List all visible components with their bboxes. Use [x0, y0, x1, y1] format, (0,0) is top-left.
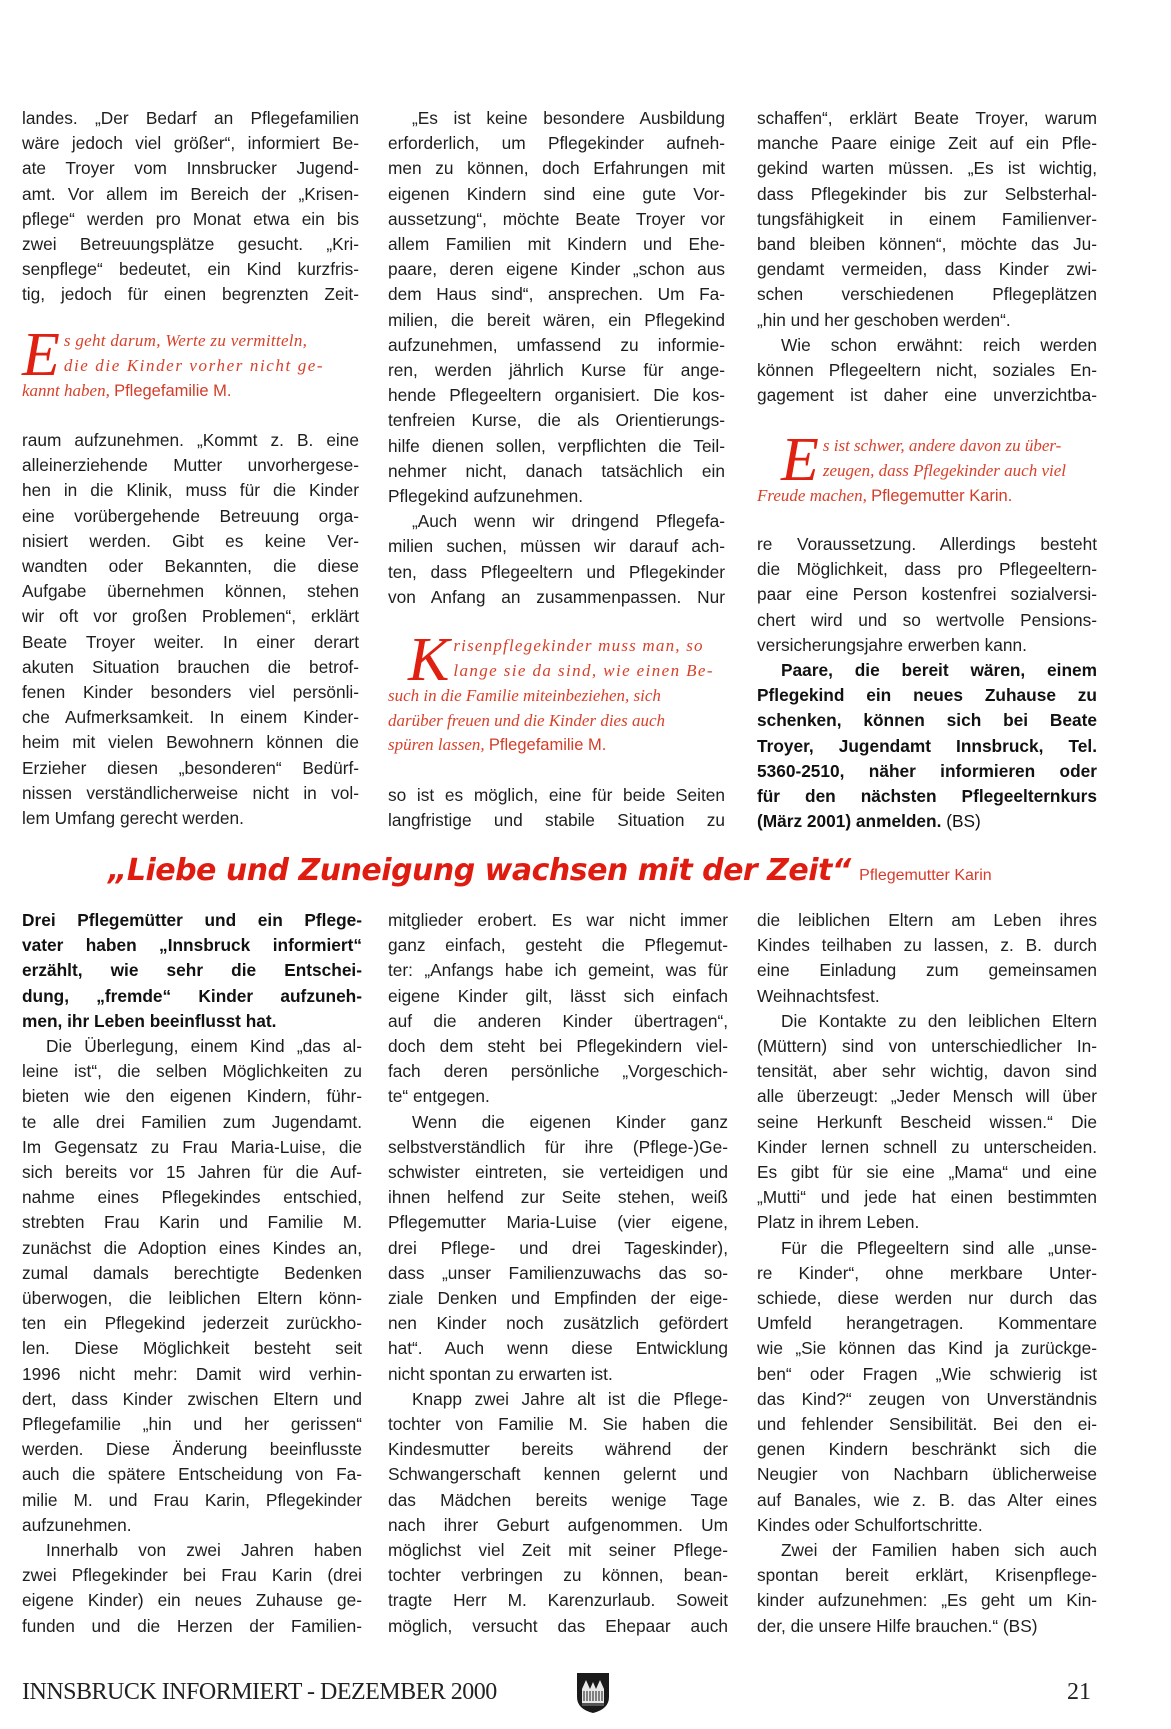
- text-line: te“ entgegen.: [388, 1086, 490, 1107]
- text-line: milien, die bereit wären, ein Pflegekind: [388, 309, 725, 330]
- text-line: Beate Troyer weiter. In einer derart: [22, 631, 359, 652]
- text-line: funden und die Herzen der Familien-: [22, 1615, 362, 1636]
- quote-line: risenpflegekinder muss man, so: [453, 636, 704, 655]
- text-line: auf Banales, wie z. B. das Alter eines: [757, 1489, 1097, 1510]
- text-line: „Mutti“ und jede hat einen bestimmten: [757, 1187, 1097, 1208]
- text-line: die Möglichkeit, dass pro Pflegeeltern-: [757, 559, 1097, 580]
- text-line: landes. „Der Bedarf an Pflegefamilien: [22, 108, 359, 128]
- text-line: von Anfang an zusammenpassen. Nur: [388, 586, 725, 607]
- text-line: Kindes oder Schulfortschritte.: [757, 1514, 983, 1535]
- text-line: Kinder lernen schnell zu unterscheiden.: [757, 1136, 1097, 1157]
- text-line: erzählt, wie sehr die Entschei-: [22, 960, 362, 981]
- text-line: 1996 nicht mehr: Damit wird verhin-: [22, 1363, 362, 1384]
- quote-line: s geht darum, Werte zu vermitteln,: [63, 331, 308, 350]
- text-line: genen Kindern beschränkt sich die: [757, 1439, 1097, 1460]
- text-line: Weihnachtsfest.: [757, 985, 880, 1006]
- text-line: milien suchen, müssen wir darauf ach-: [388, 536, 725, 557]
- text-line: Es gibt für sie eine „Mama“ und eine: [757, 1162, 1097, 1183]
- text-line: nahme eines Pflegekindes entschied,: [22, 1187, 362, 1208]
- text-line: dert, dass Kinder zwischen Eltern und: [22, 1388, 362, 1409]
- text-line: aufzunehmen, umfassend zu informie-: [388, 334, 725, 355]
- text-line: tochter von Familie M. Sie haben die: [388, 1414, 728, 1435]
- lower-col3: [757, 908, 1097, 1639]
- text-line: chert wird und so wertvolle Pensions-: [757, 609, 1097, 630]
- text-line: amt. Vor allem im Bereich der „Krisen-: [22, 183, 359, 204]
- page-footer: [22, 1677, 1102, 1717]
- text-line: Platz in ihrem Leben.: [757, 1212, 920, 1233]
- text-line: Pflegekind ein neues Zuhause zu: [757, 685, 1097, 706]
- text-line: das Kind?“ zeugen von Unverständnis: [757, 1388, 1097, 1409]
- text-line: Troyer, Jugendamt Innsbruck, Tel.: [757, 735, 1097, 756]
- text-line: nicht spontan zu erwarten ist.: [388, 1363, 613, 1384]
- text-line: dass Pflegekinder bis zur Selbsterhal-: [757, 183, 1097, 204]
- text-line: ren, werden jährlich Kurse für ange-: [388, 360, 725, 381]
- text-line: men zu können, doch Erfahrungen mit: [388, 158, 725, 179]
- text-line: wandten oder Bekannten, die diese: [22, 556, 359, 577]
- text-line: 5360-2510, näher informieren oder: [757, 760, 1097, 781]
- text-line: fenen Kinder besonders viel persönli-: [22, 682, 359, 703]
- text-line: aufzunehmen.: [22, 1514, 132, 1535]
- quote-line-last: [757, 484, 1102, 509]
- text-line: paar eine Person kostenfrei sozialversi-: [757, 584, 1097, 605]
- text-line: das Mädchen bereits wenige Tage: [388, 1489, 728, 1510]
- upper-col3-top: [757, 106, 1097, 408]
- text-line: Schwangerschaft kennen gelernt und: [388, 1464, 728, 1485]
- text-line: schwister eintreten, sie verteidigen und: [388, 1162, 728, 1183]
- text-line: nisiert werden. Gibt es keine Ver-: [22, 530, 359, 551]
- text-line: eine vorübergehende Betreuung orga-: [22, 505, 359, 526]
- quote-attribution: Pflegefamilie M.: [488, 736, 607, 754]
- text-line: und fehlender Sensibilität. Bei den ei-: [757, 1414, 1097, 1435]
- text-line: raum aufzunehmen. „Kommt z. B. eine: [22, 430, 359, 450]
- upper-col1-top: [22, 106, 359, 308]
- text-line: senpflege“ bedeutet, ein Kind kurzfris-: [22, 259, 359, 280]
- text-line: pflege“ werden pro Monat etwa ein bis: [22, 208, 359, 229]
- text-line: alleinerziehende Mutter unvorhergese-: [22, 455, 359, 476]
- text-line: nissen verständlicherweise nicht in vol-: [22, 782, 359, 803]
- text-line: nen Kinder noch zusätzlich gefördert: [388, 1313, 728, 1334]
- quote-line: lange sie da sind, wie einen Be-: [453, 660, 714, 680]
- text-line: schenken, können sich bei Beate: [757, 710, 1097, 731]
- upper-col3-callout: [757, 658, 1097, 834]
- text-line: heim mit vielen Bewohnern können die: [22, 732, 359, 753]
- text-line: Erzieher diesen „besonderen“ Bedürf-: [22, 757, 359, 778]
- upper-col2-bottom: [388, 783, 725, 833]
- quote-line: s ist schwer, andere davon zu über-: [822, 436, 1062, 455]
- text-line: allem Familien mit Kindern und Ehe-: [388, 234, 725, 255]
- text-line: aussetzung“, möchte Beate Troyer vor: [388, 208, 725, 229]
- dropcap: K: [408, 626, 450, 694]
- text-line: wir oft vor großen Problemen“, erklärt: [22, 606, 359, 627]
- upper-col3-bottom: [757, 532, 1097, 658]
- text-line: Knapp zwei Jahre alt ist die Pflege-: [412, 1388, 728, 1409]
- text-line: tig, jedoch für einen begrenzten Zeit-: [22, 284, 359, 305]
- quote-attribution: Pflegemutter Karin.: [871, 487, 1013, 505]
- text-line: leine ist“, die selben Möglichkeiten zu: [22, 1061, 362, 1082]
- text-line: vater haben „Innsbruck informiert“: [22, 935, 362, 956]
- text-line: paare, deren eigene Kinder „schon aus: [388, 259, 725, 280]
- quote-line-last: [2, 379, 359, 404]
- text-line: men, ihr Leben beeinflusst hat.: [22, 1010, 277, 1031]
- author-initials: (BS): [941, 811, 981, 832]
- text-line: Umfeld herangetragen. Kommentare: [757, 1313, 1097, 1334]
- text-line: nach ihrer Geburt aufgenommen. Um: [388, 1514, 728, 1535]
- text-line: schen verschiedenen Pflegeplätzen: [757, 284, 1097, 305]
- dropcap: E: [781, 426, 819, 494]
- text-line: eigenen Kindern sind eine gute Vor-: [388, 183, 725, 204]
- text-line: so ist es möglich, eine für beide Seiten: [388, 785, 725, 805]
- text-line: mitglieder erobert. Es war nicht immer: [388, 910, 728, 930]
- text-line: akuten Situation brauchen die betrof-: [22, 656, 359, 677]
- text-line: Neugier von Nachbarn üblicherweise: [757, 1464, 1097, 1485]
- quote-attribution: Pflegefamilie M.: [114, 382, 232, 400]
- text-line: seine Herkunft Bescheid wissen.“ Die: [757, 1111, 1097, 1132]
- coat-of-arms-icon: [575, 1671, 611, 1715]
- text-line: tragte Herr M. Karenzurlaub. Soweit: [388, 1590, 728, 1611]
- text-line: hilfe dienen sollen, verpflichten die Teil-: [388, 435, 725, 456]
- text-line: bieten wie den eigenen Kindern, führ-: [22, 1086, 362, 1107]
- text-line: eigene Kinder) ein neues Zuhause ge-: [22, 1590, 362, 1611]
- text-line: ter: „Anfangs habe ich gemeint, was für: [388, 960, 728, 981]
- text-line: tungsfähigkeit in einem Familienver-: [757, 208, 1097, 229]
- quote-text: spüren lassen,: [388, 735, 485, 754]
- text-line: dung, „fremde“ Kinder aufzuneh-: [22, 985, 362, 1006]
- text-line: Wenn die eigenen Kinder ganz: [412, 1111, 728, 1132]
- text-line: ten, dass Pflegeeltern und Pflegekinder: [388, 561, 725, 582]
- text-line: Drei Pflegemütter und ein Pflege-: [22, 910, 362, 930]
- lower-col1: [22, 1034, 362, 1639]
- text-line: schiede, diese werden nur durch das: [757, 1288, 1097, 1309]
- text-line: langfristige und stabile Situation zu: [388, 810, 725, 831]
- text-line: Innerhalb von zwei Jahren haben: [46, 1540, 362, 1561]
- text-line: te alle drei Familien zum Jugendamt.: [22, 1111, 362, 1132]
- text-line: die leiblichen Eltern am Leben ihres: [757, 910, 1097, 930]
- text-line: dass „unser Familienzuwachs das so-: [388, 1262, 728, 1283]
- text-line: (Müttern) sind von unterschiedlicher In-: [757, 1036, 1097, 1057]
- text-line: schaffen“, erklärt Beate Troyer, warum: [757, 108, 1097, 128]
- text-line: eine Einladung zum gemeinsamen: [757, 960, 1097, 981]
- text-line: „hin und her geschoben werden“.: [757, 309, 1011, 330]
- lower-col2: [388, 908, 728, 1639]
- text-line: selbstverständlich für ihre (Pflege-)Ge-: [388, 1136, 728, 1157]
- pull-quote-1: [2, 321, 359, 404]
- text-line: strebten Frau Karin und Familie M.: [22, 1212, 362, 1233]
- text-line: Zwei der Familien haben sich auch: [781, 1540, 1097, 1561]
- text-line: nehmer nicht, danach tatsächlich ein: [388, 460, 725, 481]
- quote-text: Freude machen,: [757, 486, 867, 505]
- text-line: (März 2001) anmelden. (BS): [757, 811, 981, 832]
- text-line: sich bereits vor 15 Jahren für die Auf-: [22, 1162, 362, 1183]
- text-line: tochter verbringen zu können, bean-: [388, 1565, 728, 1586]
- text-line: Kindes teilhaben zu lassen, z. B. durch: [757, 935, 1097, 956]
- quote-line: zeugen, dass Pflegekinder auch viel: [822, 460, 1066, 480]
- dropcap: E: [22, 321, 60, 389]
- text-line: versicherungsjahre erwerben kann.: [757, 634, 1027, 655]
- article-headline: [108, 853, 992, 888]
- quote-line-last: [388, 733, 725, 758]
- text-line: Die Kontakte zu den leiblichen Eltern: [781, 1010, 1097, 1031]
- text-line: band bleiben können“, möchte das Ju-: [757, 234, 1097, 255]
- text-line: fach deren persönliche „Vorgeschich-: [388, 1061, 728, 1082]
- text-line: Pflegemutter Maria-Luise (vier eigene,: [388, 1212, 728, 1233]
- headline-text: „Liebe und Zuneigung wachsen mit der Zeit“: [108, 853, 851, 888]
- quote-line: such in die Familie miteinbeziehen, sich: [388, 686, 661, 705]
- text-line: Pflegekind aufzunehmen.: [388, 486, 584, 507]
- text-line: möglichst viel Zeit mit seiner Pflege-: [388, 1540, 728, 1561]
- pull-quote-2: [388, 626, 725, 758]
- text-line: „Auch wenn wir dringend Pflegefa-: [412, 511, 725, 532]
- text-line: hat“. Auch wenn diese Entwicklung: [388, 1338, 728, 1359]
- text-line: gagement ist daher eine unverzichtba-: [757, 385, 1097, 406]
- text-line: ihnen helfend zur Seite stehen, weiß: [388, 1187, 728, 1208]
- text-line: ten ein Pflegekind jederzeit zurückho-: [22, 1313, 362, 1334]
- text-line: drei Pflege- und drei Tageskinder),: [388, 1237, 728, 1258]
- text-line: zunächst die Adoption eines Kindes an,: [22, 1237, 362, 1258]
- quote-line: die die Kinder vorher nicht ge-: [63, 355, 325, 375]
- upper-col2-top: [388, 106, 725, 610]
- text-line: wie „Sie können das Kind ja zurückge-: [757, 1338, 1097, 1359]
- text-line: zwei Pflegekinder bei Frau Karin (drei: [22, 1565, 362, 1586]
- publication-title: INNSBRUCK INFORMIERT - DEZEMBER 2000: [22, 1679, 497, 1705]
- text-line: wäre jedoch viel größer“, informiert Be-: [22, 133, 359, 154]
- upper-col1-bottom: [22, 428, 359, 831]
- text-line: gekind warten müssen. „Es ist wichtig,: [757, 158, 1097, 179]
- pull-quote-3: [757, 426, 1102, 509]
- text-line: doch dem steht bei Pflegekindern viel-: [388, 1036, 728, 1057]
- text-line: manche Paare einige Zeit auf ein Pfle-: [757, 133, 1097, 154]
- text-line: alle überzeugt: „Jeder Mensch will über: [757, 1086, 1097, 1107]
- lower-lead: [22, 908, 362, 1034]
- text-line: gendamt vermeiden, dass Kinder zwi-: [757, 259, 1097, 280]
- text-line: lem Umfang gerecht werden.: [22, 808, 244, 829]
- text-line: re Kinder“, ohne merkbare Unter-: [757, 1262, 1097, 1283]
- text-line: auch die spätere Entscheidung von Fa-: [22, 1464, 362, 1485]
- text-line: „Es ist keine besondere Ausbildung: [412, 108, 725, 128]
- text-line: hende Pflegeeltern organisiert. Die kos-: [388, 385, 725, 406]
- text-line: Wie schon erwähnt: reich werden: [781, 334, 1097, 355]
- text-line: Aufgabe übernehmen können, stehen: [22, 581, 359, 602]
- text-line: Im Gegensatz zu Frau Maria-Luise, die: [22, 1136, 362, 1157]
- text-line: ganz einfach, gesteht die Pflegemut-: [388, 935, 728, 956]
- text-line: che Aufmerksamkeit. In einem Kinder-: [22, 707, 359, 728]
- text-line: ziale Denken und Empfinden der eige-: [388, 1288, 728, 1309]
- headline-byline: Pflegemutter Karin: [859, 867, 992, 884]
- text-line: Die Überlegung, einem Kind „das al-: [46, 1036, 362, 1056]
- text-line: milie M. und Frau Karin, Pflegekinder: [22, 1489, 362, 1510]
- text-line: können Pflegeeltern nicht, soziales En-: [757, 360, 1097, 381]
- text-line: überwogen, die leiblichen Eltern könn-: [22, 1288, 362, 1309]
- text-line: hen in die Klinik, muss für die Kinder: [22, 480, 359, 501]
- text-line: auf die anderen Kinder übertragen“,: [388, 1010, 728, 1031]
- text-line: erforderlich, um Pflegekinder aufneh-: [388, 133, 725, 154]
- text-line: len. Diese Möglichkeit besteht seit: [22, 1338, 362, 1359]
- text-line: ben“ oder Fragen „Wie schwierig ist: [757, 1363, 1097, 1384]
- page-number: 21: [1067, 1679, 1091, 1705]
- text-line: kinder aufzunehmen: „Es geht um Kin-: [757, 1590, 1097, 1611]
- quote-line: darüber freuen und die Kinder dies auch: [388, 710, 665, 730]
- text-line: der, die unsere Hilfe brauchen.“ (BS): [757, 1615, 1038, 1636]
- text-line: spontan bereit erklärt, Krisenpflege-: [757, 1565, 1097, 1586]
- text-line: dem Haus sind“, ansprechen. Um Fa-: [388, 284, 725, 305]
- text-line: tenfreien Kurse, die als Orientierungs-: [388, 410, 725, 431]
- text-line: Kindesmutter bereits während der: [388, 1439, 728, 1460]
- quote-text: kannt haben,: [22, 381, 110, 400]
- text-line: werden. Diese Änderung beeinflusste: [22, 1439, 362, 1460]
- text-line: zwei Betreuungsplätze gesucht. „Kri-: [22, 234, 359, 255]
- text-line: ate Troyer vom Innsbrucker Jugend-: [22, 158, 359, 179]
- text-line: möglich, versucht das Ehepaar auch: [388, 1615, 728, 1636]
- text-line: für den nächsten Pflegeelternkurs: [757, 786, 1097, 807]
- text-line: tensität, aber sehr wichtig, davon sind: [757, 1061, 1097, 1082]
- text-line: re Voraussetzung. Allerdings besteht: [757, 534, 1097, 554]
- text-line: zumal damals berechtigte Bedenken: [22, 1262, 362, 1283]
- text-line: Pflegefamilie „hin und her gerissen“: [22, 1414, 362, 1435]
- text-line: Für die Pflegeeltern sind alle „unse-: [781, 1237, 1097, 1258]
- text-line: Paare, die bereit wären, einem: [781, 660, 1097, 680]
- text-line: eigene Kinder gilt, lässt sich einfach: [388, 985, 728, 1006]
